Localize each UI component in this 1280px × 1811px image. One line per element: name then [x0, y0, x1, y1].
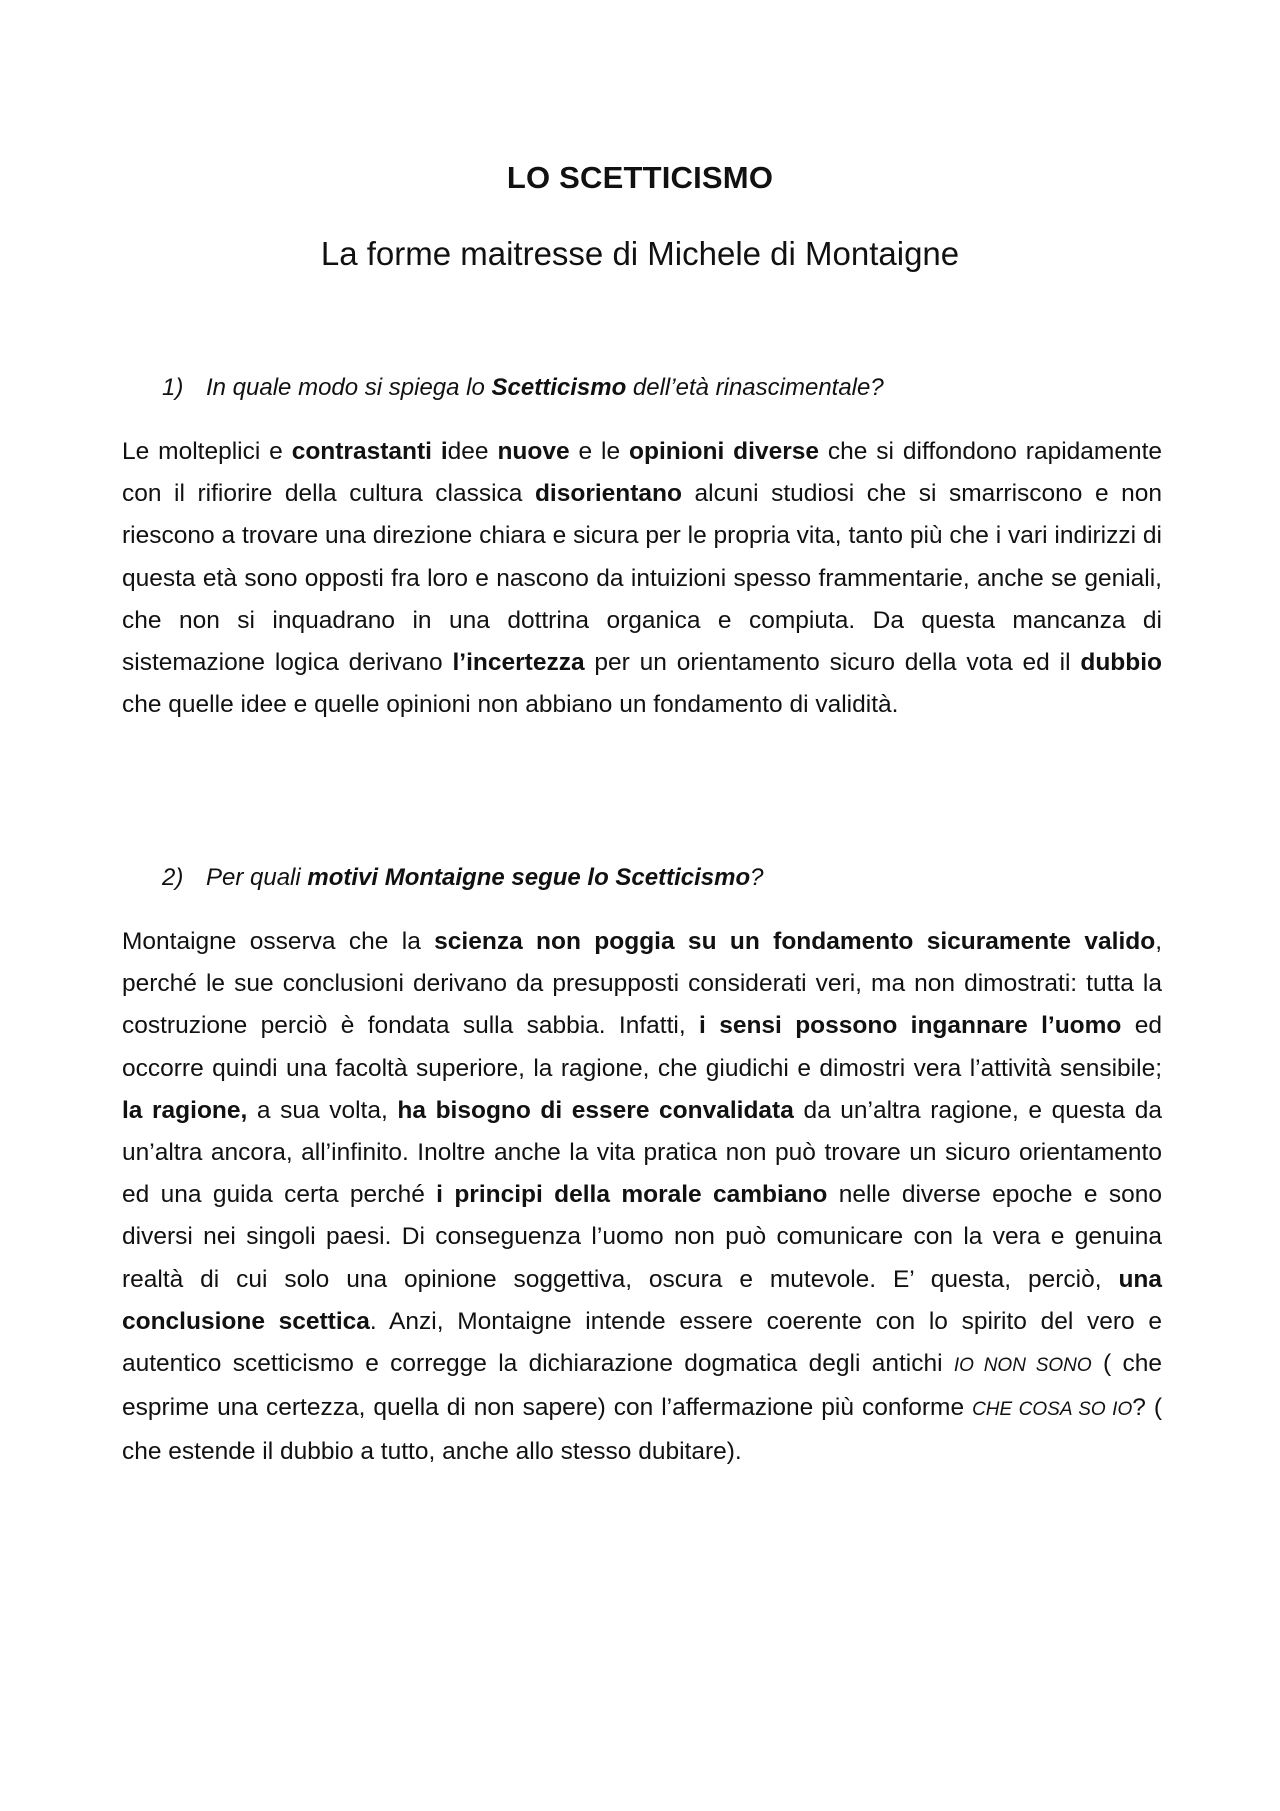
answer-1-bold: disorientano [534, 480, 682, 508]
question-1-text-post: dell’età rinascimentale? [626, 374, 884, 401]
answer-2-text: . Anzi, Montaigne intende essere coerente con lo spirito del vero e autentico scetticismo e corregge la dichiarazione dogmatica degli antichi [122, 1307, 1162, 1378]
question-2 [162, 864, 764, 892]
answer-2-text: , perché le sue conclusioni derivano da presupposti considerati veri, ma non dimostrati: tutta la costruzione perciò è fondata sulla sabbia. Infatti, [122, 928, 1162, 1040]
question-1-number: 1) [162, 374, 184, 401]
question-2-text-bold: motivi Montaigne segue lo Scetticismo [307, 864, 751, 891]
answer-2-bold: i sensi possono ingannare l’uomo [699, 1012, 1122, 1040]
answer-2-text: ed occorre quindi una facoltà superiore, la ragione, che giudichi e dimostri vera l’attività sensibile; [122, 1012, 1163, 1082]
answer-1-bold: l’incertezza [452, 649, 585, 677]
answer-2-bold: scienza non poggia su un fondamento sicuramente valido [434, 928, 1156, 955]
answer-1-text: che quelle idee e quelle opinioni non abbiano un fondamento di validità. [122, 691, 899, 719]
question-1-text-pre: In quale modo si spiega lo [206, 374, 492, 401]
answer-1-bold: dubbio [1080, 649, 1162, 677]
answer-1-text: alcuni studiosi che si smarriscono e non riescono a trovare una direzione chiara e sicura per le propria vita, tanto più che i vari indirizzi di questa età sono opposti fra loro e nascono da intuizioni spesso frammentarie, anche se geniali, che non si inquadrano in una dottrina organica e compiuta. Da questa mancanza di sistemazione logica derivano [122, 480, 1163, 677]
question-1-text-bold: Scetticismo [491, 374, 627, 401]
document-subtitle: La forme maitresse di Michele di Montaigne [320, 235, 960, 272]
answer-2-smallcaps-italic: IO NON SONO [953, 1355, 1092, 1377]
document-title: LO SCETTICISMO [506, 160, 774, 195]
answer-2-text: a sua volta, [247, 1096, 398, 1124]
answer-1-text: e le [569, 438, 630, 465]
answer-2-text: ? ( che estende il dubbio a tutto, anche allo stesso dubitare). [122, 1394, 1163, 1466]
answer-2-bold: i principi della morale cambiano [436, 1181, 828, 1209]
answer-1-bold: nuove [497, 438, 570, 465]
answer-2-text: da un’altra ragione, e questa da un’altra ancora, all’infinito. Inoltre anche la vita pratica non può trovare un sicuro orientamento ed una guida certa perché [122, 1096, 1162, 1209]
answer-1-text: Le molteplici e [122, 438, 292, 465]
answer-2-text: ( che esprime una certezza, quella di non sapere) con l’affermazione più conforme [122, 1350, 1162, 1422]
answer-1-paragraph [122, 431, 1162, 726]
question-2-number: 2) [162, 864, 184, 891]
question-2-text-post: ? [750, 864, 764, 891]
answer-2-text: nelle diverse epoche e sono diversi nei singoli paesi. Di conseguenza l’uomo non può comunicare con la vera e genuina realtà di cui solo una opinione soggettiva, oscura e mutevole. E’ questa, perciò, [122, 1181, 1162, 1293]
answer-1-text: per un orientamento sicuro della vota ed il [584, 649, 1081, 677]
answer-2-bold: una conclusione scettica [122, 1265, 1162, 1335]
answer-1-text: dee [447, 438, 498, 465]
answer-2-bold: ha bisogno di essere convalidata [397, 1096, 794, 1124]
answer-2-smallcaps-italic: CHE COSA SO IO [972, 1399, 1133, 1421]
answer-2-text: Montaigne osserva che la [122, 928, 435, 955]
answer-2-paragraph [122, 921, 1162, 1474]
answer-1-bold: opinioni diverse [629, 438, 819, 465]
answer-1-bold: contrastanti i [291, 438, 448, 465]
answer-2-bold: la ragione, [122, 1096, 248, 1124]
question-2-text-pre: Per quali [206, 864, 308, 891]
question-1 [162, 374, 884, 402]
answer-1-text: che si diffondono rapidamente con il rifiorire della cultura classica [122, 438, 1163, 508]
